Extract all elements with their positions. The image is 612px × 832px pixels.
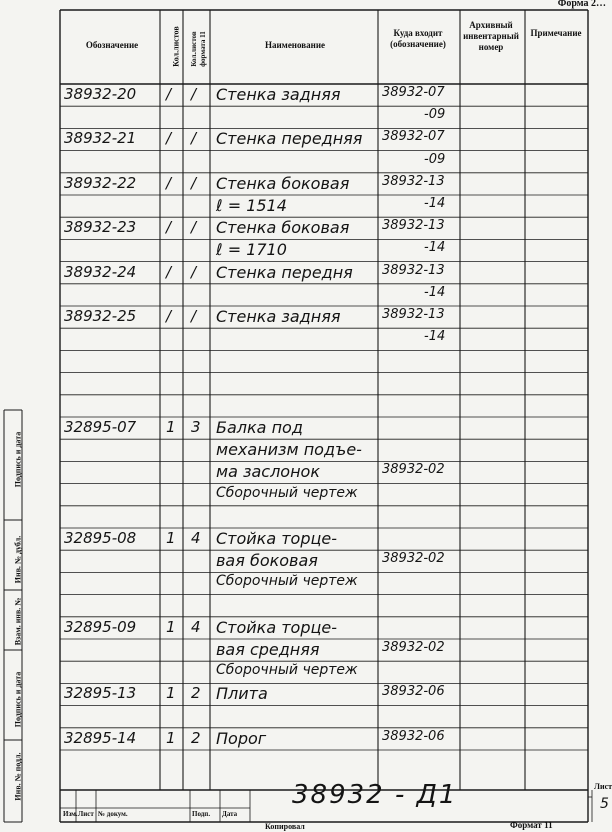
row-where-used: 38932-07 [382,85,445,100]
row-where-used: 38932-02 [382,640,445,655]
header-sheets-count: Кол.листов [171,26,181,67]
row-sheets: / [166,173,172,192]
header-note: Примечание [530,28,582,38]
side-label-inv-dubl: Инв. № дубл. [13,535,23,584]
footer-format: Формат 11 [510,820,553,830]
tb-sheet-label: Лист [594,782,612,791]
row-designation: 32895-13 [64,684,137,703]
row-where-used: -09 [424,151,446,167]
row-where-used: -09 [424,107,446,123]
row-designation: 38932-24 [64,262,137,281]
row-name: Балка под [216,418,303,437]
tb-date: Дата [222,810,238,818]
row-format: / [191,218,197,237]
header-name: Наименование [265,40,325,50]
row-name: Сборочный чертеж [216,484,358,501]
row-name: Сборочный чертеж [216,662,358,679]
row-designation: 32895-09 [64,617,137,636]
row-sheets: 1 [166,418,176,436]
row-name: вая средняя [216,640,320,659]
row-where-used: -14 [424,240,446,256]
row-designation: 38932-23 [64,218,137,237]
row-format: / [191,129,197,148]
row-name: Стенка передняя [216,129,363,149]
row-name: механизм подъе- [216,440,362,460]
side-label-sign-date-2: Подпись и дата [13,671,23,728]
row-designation: 32895-14 [64,728,137,747]
document-code: 38932 - Д1 [292,780,458,810]
row-format: 3 [191,418,201,436]
row-sheets: / [166,85,172,103]
row-where-used: 38932-07 [382,129,445,145]
row-designation: 38932-20 [64,85,137,103]
row-name: ℓ = 1514 [216,196,287,215]
row-where-used: 38932-06 [382,684,445,700]
tb-izm: Изм. [63,810,78,818]
row-where-used: -14 [424,329,446,345]
side-label-inv-podl: Инв. № подл. [13,752,23,801]
row-sheets: / [166,218,172,237]
row-sheets: 1 [166,684,176,703]
header-format-count: Кол.листов формата 11 [190,31,207,67]
row-name: Стенка передня [216,262,353,282]
row-name: ма заслонок [216,462,320,482]
side-label-sign-date-1: Подпись и дата [13,431,23,488]
row-format: / [191,173,197,192]
form-label: Форма 2… [557,0,606,9]
tb-doc-no: № докум. [98,810,128,818]
row-designation: 32895-08 [64,529,137,547]
row-where-used: -14 [424,284,446,300]
tb-list: Лист [78,810,94,818]
row-format: 2 [191,728,201,747]
row-format: 2 [191,684,201,703]
side-label-vzam-inv: Взам. инв. № [13,597,23,646]
row-name: Стенка боковая [216,173,350,193]
row-where-used: -14 [424,196,446,211]
row-format: / [191,85,197,103]
row-format: 4 [191,617,201,636]
row-name: Стойка торце- [216,529,338,548]
row-format: / [191,307,197,325]
footer-copied: Копировал [265,822,305,831]
row-designation: 38932-25 [64,307,137,325]
row-sheets: 1 [166,617,176,636]
row-designation: 38932-22 [64,173,137,192]
row-sheets: / [166,129,172,148]
row-name: Стойка торце- [216,617,338,637]
tb-sheet-number: 5 [600,796,609,812]
header-archive: Архивный инвентарный номер [463,20,519,52]
row-where-used: 38932-02 [382,551,445,567]
row-name: вая боковая [216,551,318,571]
row-where-used: 38932-13 [382,307,445,322]
row-designation: 38932-21 [64,129,137,148]
row-format: / [191,262,197,281]
row-sheets: / [166,307,172,325]
row-name: Стенка задняя [216,85,341,104]
row-sheets: 1 [166,728,176,747]
row-format: 4 [191,529,201,547]
tb-sign: Подп. [192,810,211,818]
row-name: ℓ = 1710 [216,240,287,260]
header-designation: Обозначение [85,40,139,50]
row-where-used: 38932-13 [382,173,445,189]
row-where-used: 38932-13 [382,218,445,234]
row-name: Стенка задняя [216,307,341,326]
row-name: Сборочный чертеж [216,573,358,590]
row-name: Плита [216,684,268,704]
row-designation: 32895-07 [64,418,137,436]
row-where-used: 38932-13 [382,262,445,278]
row-name: Порог [216,728,267,748]
row-sheets: / [166,262,172,281]
row-sheets: 1 [166,529,176,547]
row-where-used: 38932-02 [382,462,445,478]
row-where-used: 38932-06 [382,728,445,744]
header-where-used: Куда входит (обозначение) [390,28,446,49]
row-name: Стенка боковая [216,218,350,238]
